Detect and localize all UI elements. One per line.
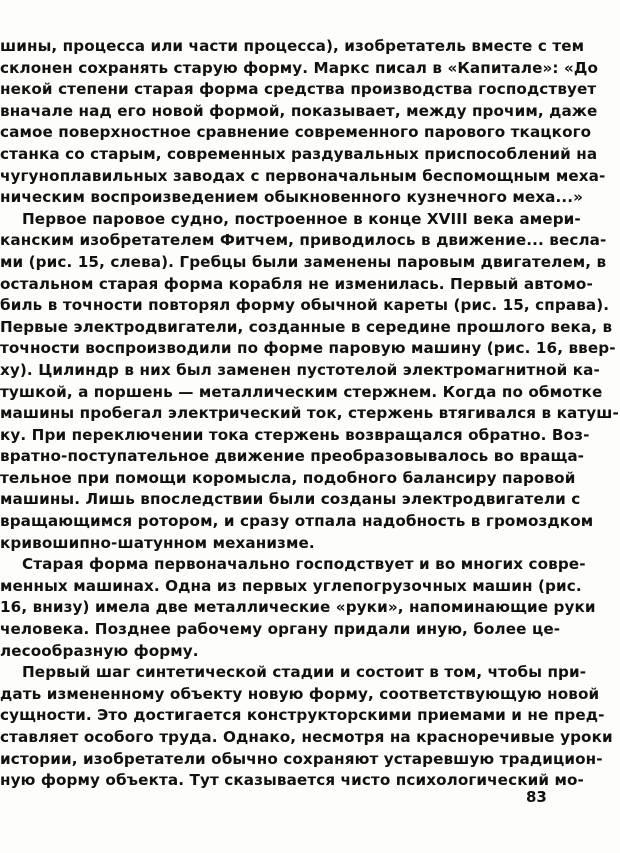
text-line: Первое паровое судно, построенное в конце XVIII века амери- [22, 209, 581, 228]
text-line: Первый шаг синтетической стадии и состоит в том, чтобы при- [22, 663, 587, 682]
text-line: ную форму объекта. Тут сказывается чисто психологический мо- [0, 771, 584, 790]
page-number: 83 [526, 788, 547, 806]
text-line: биль в точности повторял форму обычной кареты (рис. 15, справа). [0, 296, 610, 315]
text-line: менных машинах. Одна из первых углепогрузочных машин (рис. [0, 576, 582, 595]
text-line: кривошипно-шатунном механизме. [0, 533, 315, 552]
text-line: ми (рис. 15, слева). Гребцы были заменены паровым двигателем, в [0, 252, 607, 271]
text-line: тушкой, а поршень — металлическим стержнем. Когда по обмотке [0, 382, 603, 401]
text-line: истории, изобретатели обычно сохраняют устаревшую традицион- [0, 749, 603, 768]
text-line: станка со старым, современных раздувальных приспособлений на [0, 144, 598, 163]
body-text [0, 36, 619, 792]
text-line: машины пробегал электрический ток, стержень втягивался в катуш- [0, 404, 619, 423]
text-line: Первые электродвигатели, созданные в середине прошлого века, в [0, 317, 613, 336]
text-line: человека. Позднее рабочему органу придали иную, более це- [0, 620, 561, 639]
text-line: сущности. Это достигается конструкторскими приемами и не пред- [0, 706, 605, 725]
text-line: канским изобретателем Фитчем, приводилось в движение... весла- [0, 231, 607, 250]
text-line: ку. При переключении тока стержень возвращался обратно. Воз- [0, 425, 590, 444]
text-line: дать измененному объекту новую форму, соответствующую новой [0, 684, 600, 703]
text-line: чугуноплавильных заводах с первоначальным беспомощным меха- [0, 166, 606, 185]
text-line: склонен сохранять старую форму. Маркс писал в «Капитале»: «До [0, 58, 599, 77]
text-line: точности воспроизводили по форме паровую машину (рис. 16, ввер- [0, 339, 616, 358]
text-line: ническим воспроизведением обыкновенного кузнечного меха...» [0, 188, 584, 207]
text-line: вратно-поступательное движение преобразовывалось во враща- [0, 447, 585, 466]
text-line: вначале над его новой формой, показывает, между прочим, даже [0, 101, 598, 120]
text-line: вращающимся ротором, и сразу отпала надобность в громоздком [0, 512, 594, 531]
text-line: Старая форма первоначально господствует и во многих совре- [22, 555, 586, 574]
text-line: тельное при помощи коромысла, подобного балансиру паровой [0, 468, 576, 487]
text-line: шины, процесса или части процесса), изобретатель вместе с тем [0, 37, 585, 55]
text-line: ставляет особого труда. Однако, несмотря на красноречивые уроки [0, 728, 613, 746]
text-line: лесообразную форму. [0, 641, 199, 660]
text-line: самое поверхностное сравнение современного парового ткацкого [0, 123, 592, 142]
text-line: некой степени старая форма средства производства господствует [0, 80, 597, 99]
text-line: машины. Лишь впоследствии были созданы электродвигатели с [0, 490, 581, 509]
text-line: 16, внизу) имела две металлические «руки», напоминающие руки [0, 598, 596, 617]
text-line: остальном старая форма корабля не изменилась. Первый автомо- [0, 274, 593, 293]
text-line: ху). Цилиндр в них был заменен пустотелой электромагнитной ка- [0, 360, 600, 379]
